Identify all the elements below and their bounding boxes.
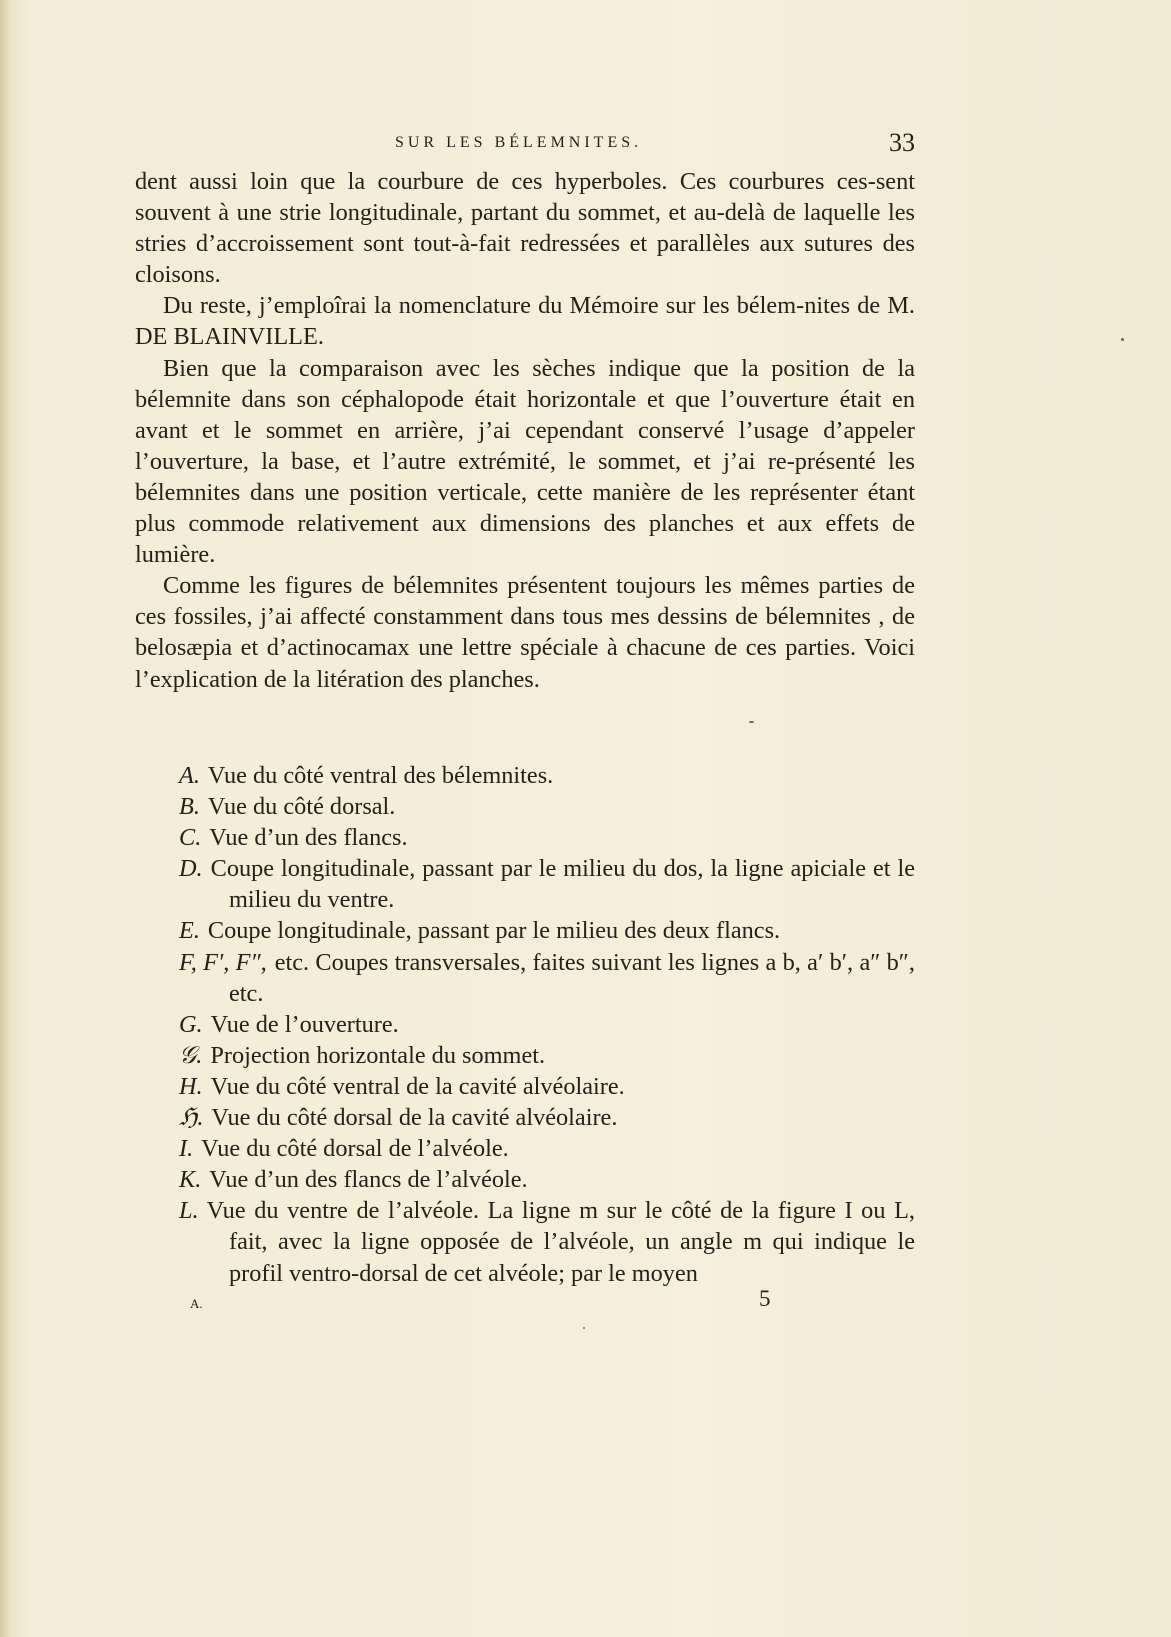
legend-item (179, 1195, 915, 1288)
paragraph: Du reste, j’emploîrai la nomenclature du Mémoire sur les bélem-nites de M. DE BLAINVILLE. (135, 292, 915, 351)
paper-speck (749, 721, 754, 723)
legend-letter: G. (179, 1010, 203, 1038)
legend-text: Vue du côté ventral des bélemnites. (207, 762, 554, 789)
legend-letter: K. (179, 1166, 202, 1194)
legend-letter: C. (179, 824, 202, 852)
legend-item (179, 1071, 915, 1102)
plate-legend (179, 760, 915, 1289)
paragraph: Comme les figures de bélemnites présentent toujours les mêmes parties de ces fossiles, j’ai affecté constamment dans tous mes dessins de bélemnites , de belosæpia et d’actinocamax une lettre spéciale à chacune de ces parties. Voici l’explication de la litération des planches. (135, 572, 915, 693)
legend-text: Projection horizontale du sommet. (210, 1041, 546, 1069)
legend-text: Vue du ventre de l’alvéole. La ligne m sur le côté de la figure I ou L, fait, avec la ligne opposée de l’alvéole, un angle m qui indique le profil ventro-dorsal de cet alvéole; par le moyen (206, 1197, 915, 1287)
running-title: SUR LES BÉLEMNITES. (395, 134, 643, 151)
legend-text: Vue d’un des flancs. (209, 824, 408, 852)
page-header (135, 130, 915, 164)
paper-speck (583, 1327, 585, 1329)
legend-item (179, 1133, 915, 1164)
paragraph: dent aussi loin que la courbure de ces hyperboles. Ces courbures ces-sent souvent à une strie longitudinale, partant du sommet, et au-delà de laquelle les stries d’accroissement sont tout-à-fait redressées et parallèles aux sutures des cloisons. (135, 168, 915, 289)
legend-item (179, 915, 915, 946)
legend-letter: 𝒢. (179, 1041, 203, 1069)
page-number: 33 (889, 128, 915, 157)
legend-item (179, 791, 915, 822)
legend-text: Vue du côté dorsal. (207, 793, 396, 821)
paper-speck (1121, 338, 1124, 341)
signature-letter: A. (190, 1296, 203, 1311)
legend-text: Coupe longitudinale, passant par le milieu du dos, la ligne apiciale et le milieu du ventre. (210, 855, 915, 914)
legend-letter: D. (179, 855, 203, 883)
body-text (135, 166, 915, 695)
page-edge-shadow (0, 0, 10, 1637)
legend-letter: L. (179, 1197, 199, 1225)
legend-text: Coupe longitudinale, passant par le milieu des deux flancs. (207, 917, 781, 945)
legend-item (179, 853, 915, 915)
legend-text: Vue du côté dorsal de la cavité alvéolaire. (211, 1104, 618, 1132)
legend-letter: ℌ. (179, 1104, 204, 1132)
signature-number: 5 (759, 1286, 771, 1311)
legend-letter: A. (179, 762, 200, 789)
legend-letter: E. (179, 917, 200, 945)
legend-item (179, 947, 915, 1009)
paragraph: Bien que la comparaison avec les sèches indique que la position de la bélemnite dans son céphalopode était horizontale et que l’ouverture était en avant et le sommet en arrière, j’ai cependant conservé l’usage d’appeler l’ouverture, la base, et l’autre extrémité, le sommet, et j’ai re-présenté les bélemnites dans une position verticale, cette manière de les représenter étant plus commode relativement aux dimensions des planches et aux effets de lumière. (135, 354, 915, 569)
legend-letter: H. (179, 1072, 203, 1100)
legend-item (179, 1102, 915, 1133)
legend-letter: B. (179, 793, 200, 821)
legend-item (179, 760, 915, 791)
legend-letter: I. (179, 1135, 194, 1163)
legend-item (179, 1040, 915, 1071)
legend-text: Vue d’un des flancs de l’alvéole. (209, 1166, 528, 1194)
legend-text: Vue du côté ventral de la cavité alvéolaire. (210, 1072, 625, 1100)
legend-item (179, 1009, 915, 1040)
legend-text: Vue de l’ouverture. (210, 1010, 399, 1038)
legend-text: Vue du côté dorsal de l’alvéole. (201, 1135, 509, 1163)
legend-text: etc. Coupes transversales, faites suivant les lignes a b, a′ b′, a″ b″, etc. (229, 948, 916, 1007)
legend-item (179, 822, 915, 853)
legend-item (179, 1164, 915, 1195)
legend-letter: F, F′, F″, (179, 948, 267, 976)
